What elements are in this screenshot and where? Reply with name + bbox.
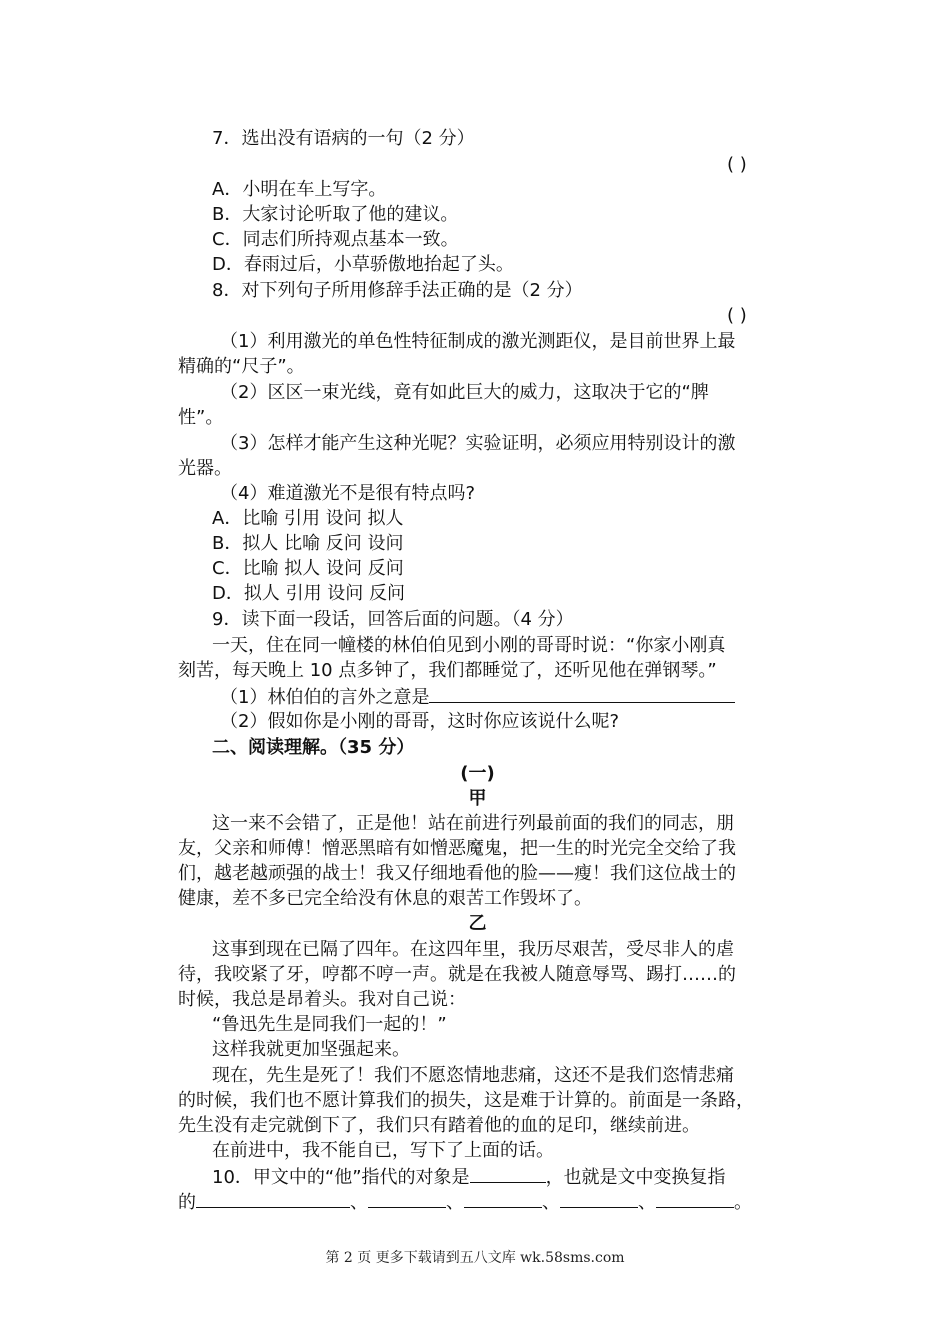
q10-line-1 <box>212 1164 726 1190</box>
q10-blank-5[interactable] <box>560 1189 638 1208</box>
yi-line-9: 在前进中，我不能自已，写下了上面的话。 <box>212 1140 554 1161</box>
q9-answer-blank[interactable] <box>429 684 735 703</box>
yi-line-8: 先生没有走完就倒下了，我们只有踏着他的血的足印，继续前进。 <box>178 1115 700 1136</box>
q9-passage-1: 一天，住在同一幢楼的林伯伯见到小刚的哥哥时说：“你家小刚真 <box>212 635 726 656</box>
jia-line-3: 们，越老越顽强的战士！我又仔细地看他的脸——瘦！我们这位战士的 <box>178 863 736 884</box>
q8-sentence-3a: （3）怎样才能产生这种光呢？实验证明，必须应用特别设计的激 <box>220 433 736 454</box>
section-heading: 二、阅读理解。（35 分） <box>212 737 415 758</box>
q8-sentence-2a: （2）区区一束光线，竟有如此巨大的威力，这取决于它的“脾 <box>220 382 709 403</box>
yi-line-7: 的时候，我们也不愿计算我们的损失，这是难于计算的。前面是一条路， <box>178 1090 754 1111</box>
q10-blank-6[interactable] <box>656 1189 734 1208</box>
q10-sep-4: 、 <box>638 1192 656 1213</box>
q10-end: 。 <box>734 1192 752 1213</box>
q8-option-c: C．比喻 拟人 设问 反问 <box>212 558 404 579</box>
jia-line-1: 这一来不会错了，正是他！站在前进行列最前面的我们的同志，朋 <box>212 813 734 834</box>
q10-sep-3: 、 <box>542 1192 560 1213</box>
yi-line-3: 时候，我总是昂着头。我对自己说： <box>178 989 466 1010</box>
q10-text-b: ，也就是文中变换复指 <box>545 1167 726 1188</box>
q7-stem: 7．选出没有语病的一句（2 分） <box>212 128 475 149</box>
q9-sub-question-2: （2）假如你是小刚的哥哥，这时你应该说什么呢? <box>220 711 620 732</box>
q7-option-a: A．小明在车上写字。 <box>212 179 387 200</box>
q8-sentence-1b: 精确的“尺子”。 <box>178 356 305 377</box>
yi-line-4: “鲁迅先生是同我们一起的！” <box>212 1014 447 1035</box>
q10-blank-2[interactable] <box>196 1189 350 1208</box>
q8-stem: 8．对下列句子所用修辞手法正确的是（2 分） <box>212 280 583 301</box>
jia-line-2: 友，父亲和师傅！憎恶黑暗有如憎恶魔鬼，把一生的时光完全交给了我 <box>178 838 736 859</box>
q10-line-2 <box>178 1189 752 1215</box>
q9-passage-2: 刻苦，每天晚上 10 点多钟了，我们都睡觉了，还听见他在弹钢琴。” <box>178 660 717 681</box>
q10-text-a: 10．甲文中的“他”指代的对象是 <box>212 1167 470 1188</box>
q9-sub1-text: （1）林伯伯的言外之意是 <box>220 687 430 708</box>
q10-blank-1[interactable] <box>470 1164 546 1183</box>
q8-sentence-1a: （1）利用激光的单色性特征制成的激光测距仪，是目前世界上最 <box>220 331 736 352</box>
yi-line-6: 现在，先生是死了！我们不愿恣情地悲痛，这还不是我们恣情悲痛 <box>212 1065 734 1086</box>
q7-option-b: B．大家讨论听取了他的建议。 <box>212 204 459 225</box>
q10-sep-1: 、 <box>350 1192 368 1213</box>
q8-sentence-4: （4）难道激光不是很有特点吗? <box>220 483 476 504</box>
page-footer: 第 2 页 更多下载请到五八文库 wk.58sms.com <box>325 1250 625 1266</box>
yi-line-5: 这样我就更加坚强起来。 <box>212 1039 410 1060</box>
q9-stem: 9．读下面一段话，回答后面的问题。（4 分） <box>212 609 574 630</box>
part-heading: (一) <box>460 763 495 784</box>
q10-text-c: 的 <box>178 1192 196 1213</box>
q7-answer-paren: ( ) <box>727 154 747 175</box>
passage-jia-title: 甲 <box>468 788 487 809</box>
q8-sentence-2b: 性”。 <box>178 407 224 428</box>
q10-sep-2: 、 <box>446 1192 464 1213</box>
q8-sentence-3b: 光器。 <box>178 458 232 479</box>
passage-yi-title: 乙 <box>468 913 487 934</box>
q7-option-d: D．春雨过后，小草骄傲地抬起了头。 <box>212 254 514 275</box>
q10-blank-3[interactable] <box>368 1189 446 1208</box>
q8-option-d: D．拟人 引用 设问 反问 <box>212 583 406 604</box>
yi-line-1: 这事到现在已隔了四年。在这四年里，我历尽艰苦，受尽非人的虐 <box>212 939 734 960</box>
q8-option-b: B．拟人 比喻 反问 设问 <box>212 533 404 554</box>
yi-line-2: 待，我咬紧了牙，哼都不哼一声。就是在我被人随意辱骂、踢打……的 <box>178 964 736 985</box>
q8-option-a: A．比喻 引用 设问 拟人 <box>212 508 404 529</box>
jia-line-4: 健康，差不多已完全给没有休息的艰苦工作毁坏了。 <box>178 888 592 909</box>
q10-blank-4[interactable] <box>464 1189 542 1208</box>
q7-option-c: C．同志们所持观点基本一致。 <box>212 229 459 250</box>
q9-sub-question-1 <box>220 684 735 710</box>
q8-answer-paren: ( ) <box>727 305 747 326</box>
